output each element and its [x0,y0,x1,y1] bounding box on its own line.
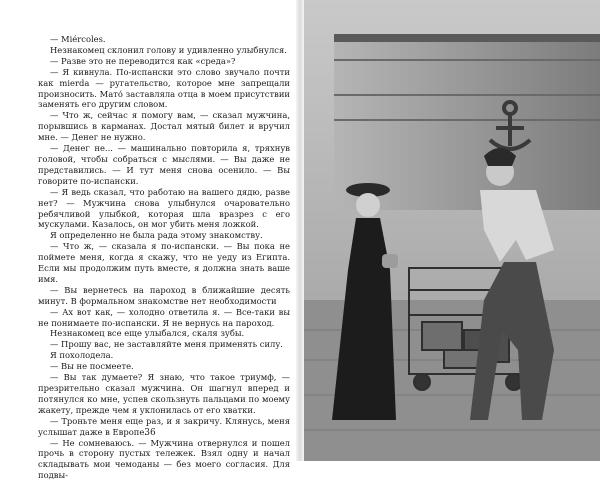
ship-railing [334,34,600,42]
paragraph: — Что ж, — сказала я по-испански. — Вы пока не поймете меня, когда я скажу, что не уеду из Египта. Если мы продолжим путь вместе, я должна знать ваше имя. [38,241,290,284]
paragraph: — Прошу вас, не заставляйте меня применять силу. [50,339,283,350]
paragraph: — Вы так думаете? Я знаю, что такое триумф, — презрительно сказал мужчина. Он шагнул вперед и потянулся ко мне, успев скользнуть пальцами по моему жакету, прежде чем я уклонилась от его хватки. [38,372,290,415]
paragraph: Незнакомец все еще улыбался, скаля зубы. [50,328,245,339]
illustration-canvas [304,0,600,461]
paragraph: — Вы не посмеете. [50,361,134,372]
paragraph: — Я кивнула. По-испански это слово звучало почти как mierda — ругательство, которое мне запрещали произносить. Мато́ заставляла отца в моем присутствии заменять его другим словом. [38,66,290,110]
paragraph: — Я ведь сказал, что работаю на вашего дядю, разве нет? — Мужчина снова улыбнулся очаровательно ребячливой улыбкой, которая шла вразрез с его мускулами. Казалось, он мог убить меня ложкой. [38,186,290,230]
paragraph: — Miércoles. [50,34,106,44]
paragraph: — Денег не... — машинально повторила я, тряхнув головой, чтобы собраться с мыслями. — Вы даже не представились. — И тут меня снова осенило. — Вы говорите по-испански. [38,143,290,186]
page-number: 36 [144,428,156,438]
paragraph: Я похолодела. [50,350,114,361]
paragraph: — Не сомневаюсь. — Мужчина отвернулся и пошел прочь в сторону пустых тележек. Взял одну и начал складывать мои чемоданы — без моего согласия. Для подвы- [38,437,290,481]
paragraph: Я определенно не была рада этому знакомству. [50,230,263,241]
paragraph: — Разве это не переводится как «среда»? [50,55,236,66]
paragraph: — Троньте меня еще раз, и я закричу. Клянусь, меня услышат даже в Европе. [38,415,290,437]
book-gutter [296,0,304,461]
paragraph: Незнакомец склонил голову и удивленно улыбнулся. [50,44,287,55]
paragraph: — Что ж, сейчас я помогу вам, — сказал мужчина, порывшись в карманах. Достал мятый билет и вручил мне. — Денег не нужно. [38,110,290,143]
paragraph: — Вы вернетесь на пароход в ближайшие десять минут. В формальном знакомстве нет необходимости [38,284,290,306]
ship-and-couple-illustration [304,0,600,461]
body-text [38,34,290,481]
paragraph: — Ах вот как, — холодно ответила я. — Все-таки вы не понимаете по-испански. Я не вернусь на пароход. [38,306,290,328]
